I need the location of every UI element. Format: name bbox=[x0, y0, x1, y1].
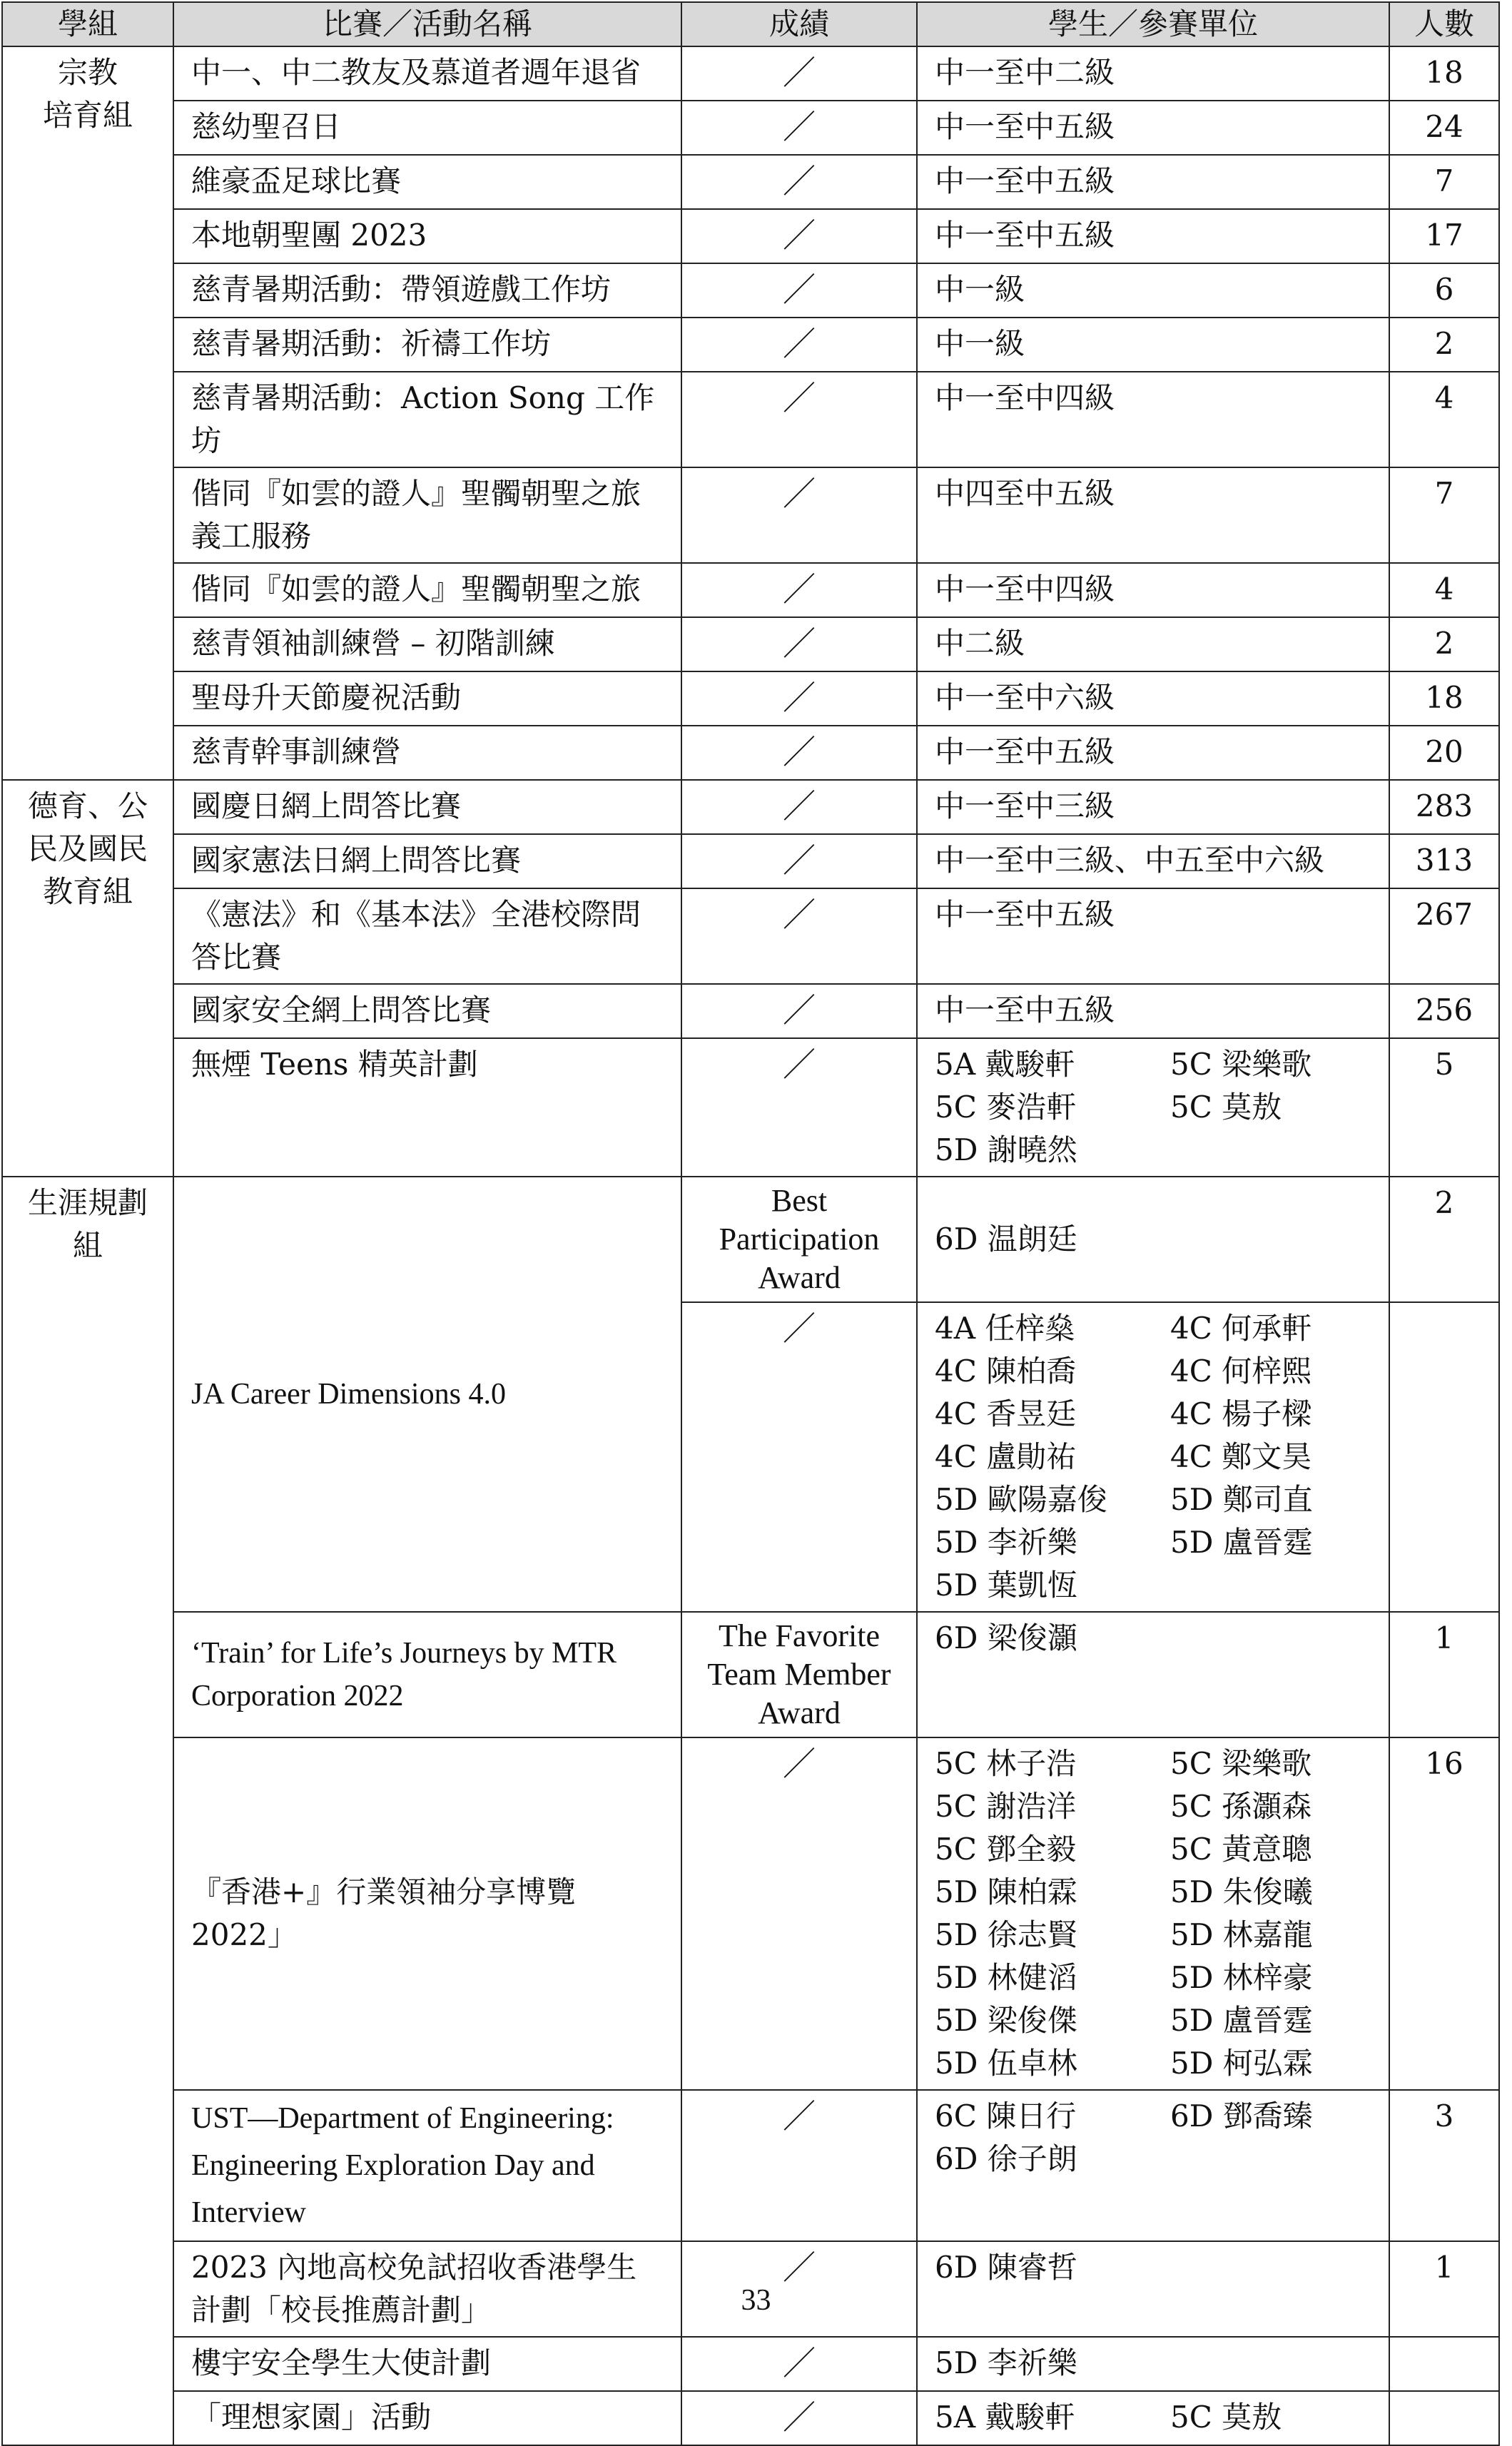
participants bbox=[917, 1302, 1389, 1612]
count: 2 bbox=[1389, 318, 1499, 372]
activity-name: UST—Department of Engineering: Engineering Exploration Day and Interview bbox=[173, 2090, 681, 2241]
activity-name: JA Career Dimensions 4.0 bbox=[173, 1177, 681, 1612]
student-name: 5D 李祈樂 bbox=[935, 1525, 1077, 1560]
count: 20 bbox=[1389, 726, 1499, 780]
participants: 中一至中二級 bbox=[917, 46, 1389, 101]
activity-name: 《憲法》和《基本法》全港校際問答比賽 bbox=[173, 888, 681, 984]
activity-name: 偕同『如雲的證人』聖髑朝聖之旅 bbox=[173, 563, 681, 617]
table-row bbox=[2, 2337, 1499, 2391]
count: 4 bbox=[1389, 563, 1499, 617]
result: ／ bbox=[681, 155, 917, 209]
table-row bbox=[2, 834, 1499, 888]
count: 2 bbox=[1389, 1177, 1499, 1302]
count: 256 bbox=[1389, 984, 1499, 1038]
group-religious: 宗教 培育組 bbox=[2, 46, 173, 780]
table-row bbox=[2, 1612, 1499, 1737]
student-name: 5D 伍卓林 bbox=[935, 2046, 1077, 2081]
result: ／ bbox=[681, 263, 917, 318]
student-name: 5C 梁樂歌 bbox=[1170, 1746, 1312, 1781]
student-name: 5C 鄧全毅 bbox=[935, 1832, 1077, 1867]
participants: 中一至中五級 bbox=[917, 209, 1389, 263]
activity-name: 慈青暑期活動：帶領遊戲工作坊 bbox=[173, 263, 681, 318]
table-row bbox=[2, 671, 1499, 726]
activity-name: 聖母升天節慶祝活動 bbox=[173, 671, 681, 726]
count: 7 bbox=[1389, 155, 1499, 209]
student-name: 5A 戴駿軒 bbox=[935, 1047, 1075, 1082]
participants: 中一至中五級 bbox=[917, 101, 1389, 155]
count: 24 bbox=[1389, 101, 1499, 155]
result: ／ bbox=[681, 834, 917, 888]
count bbox=[1389, 2391, 1499, 2445]
count bbox=[1389, 2337, 1499, 2391]
count: 283 bbox=[1389, 780, 1499, 834]
result: ／ bbox=[681, 780, 917, 834]
participants: 中二級 bbox=[917, 617, 1389, 671]
table-header-row bbox=[2, 2, 1499, 46]
activity-name: 樓宇安全學生大使計劃 bbox=[173, 2337, 681, 2391]
table-row bbox=[2, 209, 1499, 263]
participants: 中一至中五級 bbox=[917, 155, 1389, 209]
count: 17 bbox=[1389, 209, 1499, 263]
table-row bbox=[2, 2391, 1499, 2445]
student-name: 5A 戴駿軒 bbox=[935, 2400, 1075, 2435]
student-name: 6C 陳日行 bbox=[935, 2099, 1077, 2133]
result: ／ bbox=[681, 1737, 917, 2090]
student-name: 5D 徐志賢 bbox=[935, 1917, 1077, 1952]
count: 16 bbox=[1389, 1737, 1499, 2090]
count: 1 bbox=[1389, 2241, 1499, 2337]
participants bbox=[917, 2090, 1389, 2241]
student-name: 6D 鄧喬臻 bbox=[1170, 2099, 1313, 2133]
student-name: 5C 黃意聰 bbox=[1170, 1832, 1312, 1867]
student-name: 5D 朱俊曦 bbox=[1170, 1874, 1313, 1909]
table-row bbox=[2, 467, 1499, 563]
participants: 中一級 bbox=[917, 318, 1389, 372]
table-row bbox=[2, 617, 1499, 671]
activity-name: 「理想家園」活動 bbox=[173, 2391, 681, 2445]
count: 3 bbox=[1389, 2090, 1499, 2241]
result: ／ bbox=[681, 101, 917, 155]
participants: 6D 陳睿哲 bbox=[917, 2241, 1389, 2337]
count: 4 bbox=[1389, 372, 1499, 467]
participants: 中一至中五級 bbox=[917, 984, 1389, 1038]
count: 5 bbox=[1389, 1038, 1499, 1177]
participants: 中一級 bbox=[917, 263, 1389, 318]
count: 2 bbox=[1389, 617, 1499, 671]
student-name: 5D 盧晉霆 bbox=[1170, 2003, 1313, 2038]
activity-name: 中一、中二教友及慕道者週年退省 bbox=[173, 46, 681, 101]
result: ／ bbox=[681, 888, 917, 984]
result: ／ bbox=[681, 46, 917, 101]
table-row bbox=[2, 46, 1499, 101]
student-name: 4C 香昱廷 bbox=[935, 1396, 1077, 1431]
result: ／ bbox=[681, 617, 917, 671]
table-row bbox=[2, 318, 1499, 372]
result: ／ bbox=[681, 2391, 917, 2445]
student-name: 5D 謝曉然 bbox=[935, 1132, 1077, 1167]
student-name: 5C 莫敖 bbox=[1170, 1090, 1282, 1125]
table-row bbox=[2, 2090, 1499, 2241]
student-name: 5D 柯弘霖 bbox=[1170, 2046, 1313, 2081]
student-name: 5D 林健滔 bbox=[935, 1960, 1077, 1995]
participants bbox=[917, 1737, 1389, 2090]
activity-name: 無煙 Teens 精英計劃 bbox=[173, 1038, 681, 1177]
count: 6 bbox=[1389, 263, 1499, 318]
activity-name: 慈青暑期活動：Action Song 工作坊 bbox=[173, 372, 681, 467]
student-name: 5D 梁俊傑 bbox=[935, 2003, 1077, 2038]
participants: 中一至中三級 bbox=[917, 780, 1389, 834]
student-name: 4C 楊子樑 bbox=[1170, 1396, 1312, 1431]
participants: 6D 温朗廷 bbox=[917, 1177, 1389, 1302]
activity-name: 國慶日網上問答比賽 bbox=[173, 780, 681, 834]
student-name: 6D 徐子朗 bbox=[935, 2141, 1077, 2176]
participants bbox=[917, 1038, 1389, 1177]
page-number: 33 bbox=[741, 2284, 771, 2317]
activity-name: 慈青領袖訓練營 – 初階訓練 bbox=[173, 617, 681, 671]
participants: 中四至中五級 bbox=[917, 467, 1389, 563]
header-activity: 比賽／活動名稱 bbox=[173, 2, 681, 46]
participants: 中一至中三級、中五至中六級 bbox=[917, 834, 1389, 888]
table-row bbox=[2, 263, 1499, 318]
participants: 中一至中五級 bbox=[917, 888, 1389, 984]
student-name: 5D 陳柏霖 bbox=[935, 1874, 1077, 1909]
participants bbox=[917, 2391, 1389, 2445]
student-name: 5D 林梓豪 bbox=[1170, 1960, 1313, 1995]
result: ／ bbox=[681, 1038, 917, 1177]
table-row bbox=[2, 984, 1499, 1038]
count: 313 bbox=[1389, 834, 1499, 888]
result: ／ bbox=[681, 467, 917, 563]
result: ／ bbox=[681, 671, 917, 726]
student-name: 4C 盧勛祐 bbox=[935, 1439, 1077, 1474]
table-row bbox=[2, 563, 1499, 617]
activity-name: 偕同『如雲的證人』聖髑朝聖之旅 義工服務 bbox=[173, 467, 681, 563]
activity-name: 慈青暑期活動：祈禱工作坊 bbox=[173, 318, 681, 372]
result: ／ bbox=[681, 2241, 917, 2337]
activity-table bbox=[1, 1, 1500, 2446]
table-row bbox=[2, 1737, 1499, 2090]
table-row bbox=[2, 1038, 1499, 1177]
result: ／ bbox=[681, 372, 917, 467]
count bbox=[1389, 1302, 1499, 1612]
activity-name: 『香港+』行業領袖分享博覽 2022」 bbox=[173, 1737, 681, 2090]
activity-name: ‘Train’ for Life’s Journeys by MTR Corporation 2022 bbox=[173, 1612, 681, 1737]
student-name: 4C 何梓熙 bbox=[1170, 1354, 1312, 1389]
table-row bbox=[2, 1177, 1499, 1302]
student-name: 4C 陳柏喬 bbox=[935, 1354, 1077, 1389]
table-row bbox=[2, 888, 1499, 984]
result: ／ bbox=[681, 209, 917, 263]
table-row bbox=[2, 726, 1499, 780]
activity-name: 國家憲法日網上問答比賽 bbox=[173, 834, 681, 888]
activity-name: 2023 內地高校免試招收香港學生計劃「校長推薦計劃」 bbox=[173, 2241, 681, 2337]
result: ／ bbox=[681, 984, 917, 1038]
header-count: 人數 bbox=[1389, 2, 1499, 46]
result: ／ bbox=[681, 1302, 917, 1612]
result: ／ bbox=[681, 2090, 917, 2241]
participants: 中一至中六級 bbox=[917, 671, 1389, 726]
activity-name: 國家安全網上問答比賽 bbox=[173, 984, 681, 1038]
group-civic: 德育、公 民及國民 教育組 bbox=[2, 780, 173, 1177]
table-row bbox=[2, 101, 1499, 155]
header-result: 成績 bbox=[681, 2, 917, 46]
student-name: 5D 葉凱恆 bbox=[935, 1568, 1077, 1603]
student-name: 5C 林子浩 bbox=[935, 1746, 1077, 1781]
count: 7 bbox=[1389, 467, 1499, 563]
participants: 5D 李祈樂 bbox=[917, 2337, 1389, 2391]
participants: 6D 梁俊灝 bbox=[917, 1612, 1389, 1737]
group-career: 生涯規劃 組 bbox=[2, 1177, 173, 2445]
student-name: 5D 歐陽嘉俊 bbox=[935, 1482, 1107, 1517]
student-name: 4C 何承軒 bbox=[1170, 1311, 1312, 1346]
student-name: 5C 謝浩洋 bbox=[935, 1789, 1077, 1824]
participants: 中一至中四級 bbox=[917, 563, 1389, 617]
activity-name: 維豪盃足球比賽 bbox=[173, 155, 681, 209]
table-row bbox=[2, 372, 1499, 467]
student-name: 5D 鄭司直 bbox=[1170, 1482, 1313, 1517]
count: 18 bbox=[1389, 671, 1499, 726]
result: Best Participation Award bbox=[681, 1177, 917, 1302]
student-name: 5C 孫灝森 bbox=[1170, 1789, 1312, 1824]
student-name: 5D 盧晉霆 bbox=[1170, 1525, 1313, 1560]
activity-name: 本地朝聖團 2023 bbox=[173, 209, 681, 263]
student-name: 4C 鄭文昊 bbox=[1170, 1439, 1312, 1474]
count: 267 bbox=[1389, 888, 1499, 984]
result: ／ bbox=[681, 726, 917, 780]
student-name: 5D 林嘉龍 bbox=[1170, 1917, 1313, 1952]
student-name: 5C 麥浩軒 bbox=[935, 1090, 1077, 1125]
result: ／ bbox=[681, 318, 917, 372]
result: The Favorite Team Member Award bbox=[681, 1612, 917, 1737]
student-name: 5C 莫敖 bbox=[1170, 2400, 1282, 2435]
header-participants: 學生／參賽單位 bbox=[917, 2, 1389, 46]
table-row bbox=[2, 780, 1499, 834]
result: ／ bbox=[681, 563, 917, 617]
participants: 中一至中四級 bbox=[917, 372, 1389, 467]
student-name: 5C 梁樂歌 bbox=[1170, 1047, 1312, 1082]
result: ／ bbox=[681, 2337, 917, 2391]
table-row bbox=[2, 155, 1499, 209]
header-group: 學組 bbox=[2, 2, 173, 46]
count: 18 bbox=[1389, 46, 1499, 101]
activity-name: 慈幼聖召日 bbox=[173, 101, 681, 155]
activity-name: 慈青幹事訓練營 bbox=[173, 726, 681, 780]
student-name: 4A 任梓燊 bbox=[935, 1311, 1075, 1346]
participants: 中一至中五級 bbox=[917, 726, 1389, 780]
count: 1 bbox=[1389, 1612, 1499, 1737]
